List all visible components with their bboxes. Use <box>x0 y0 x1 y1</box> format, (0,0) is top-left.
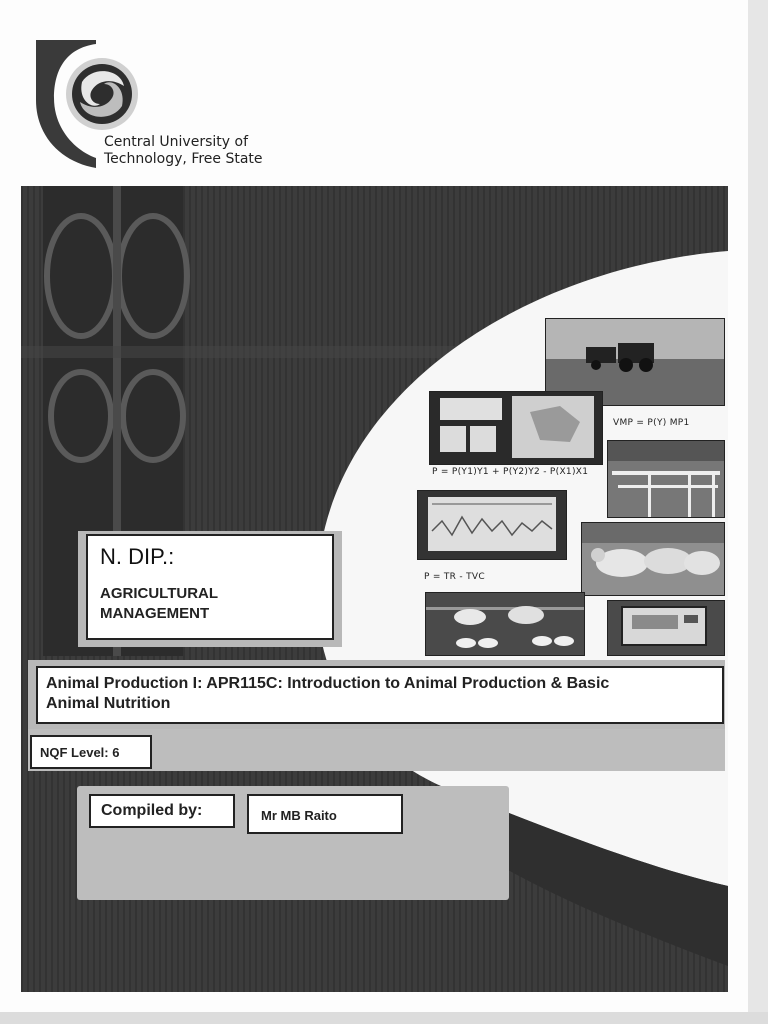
qualification-field <box>100 584 218 624</box>
formula-tr-tvc: P = TR - TVC <box>424 572 485 582</box>
module-title-line1: Animal Production I: APR115C: Introduction to Animal Production & Basic <box>46 675 610 692</box>
formula-profit: P = P(Y1)Y1 + P(Y2)Y2 - P(X1)X1 <box>432 467 589 477</box>
module-title-box <box>36 666 724 724</box>
nqf-level-label: NQF Level: 6 <box>40 745 120 760</box>
scan-edge-right <box>748 0 768 1024</box>
module-title-line2: Animal Nutrition <box>46 695 171 712</box>
compiler-name: Mr MB Raito <box>261 808 337 823</box>
university-name <box>104 134 263 168</box>
university-name-line2: Technology, Free State <box>104 151 263 167</box>
compiled-by-label: Compiled by: <box>101 802 203 819</box>
sheep-photo <box>581 522 725 596</box>
university-name-line1: Central University of <box>104 134 248 150</box>
qualification-field-line1: AGRICULTURAL <box>100 585 219 602</box>
qualification-box <box>86 534 334 640</box>
compiler-name-box <box>247 794 403 834</box>
module-title <box>46 674 609 714</box>
pig-pens-photo <box>607 440 725 518</box>
scan-edge-bottom <box>0 1012 768 1024</box>
nqf-level-box <box>30 735 152 769</box>
computer-screen-photo <box>429 391 603 465</box>
calves-photo <box>425 592 585 656</box>
formula-vmp: VMP = P(Y) MP1 <box>613 418 690 428</box>
scale-display-photo <box>607 600 725 656</box>
qualification-field-line2: MANAGEMENT <box>100 605 210 622</box>
chart-screen-photo <box>417 490 567 560</box>
qualification-title: N. DIP.: <box>100 544 175 569</box>
compiled-by-box <box>89 794 235 828</box>
